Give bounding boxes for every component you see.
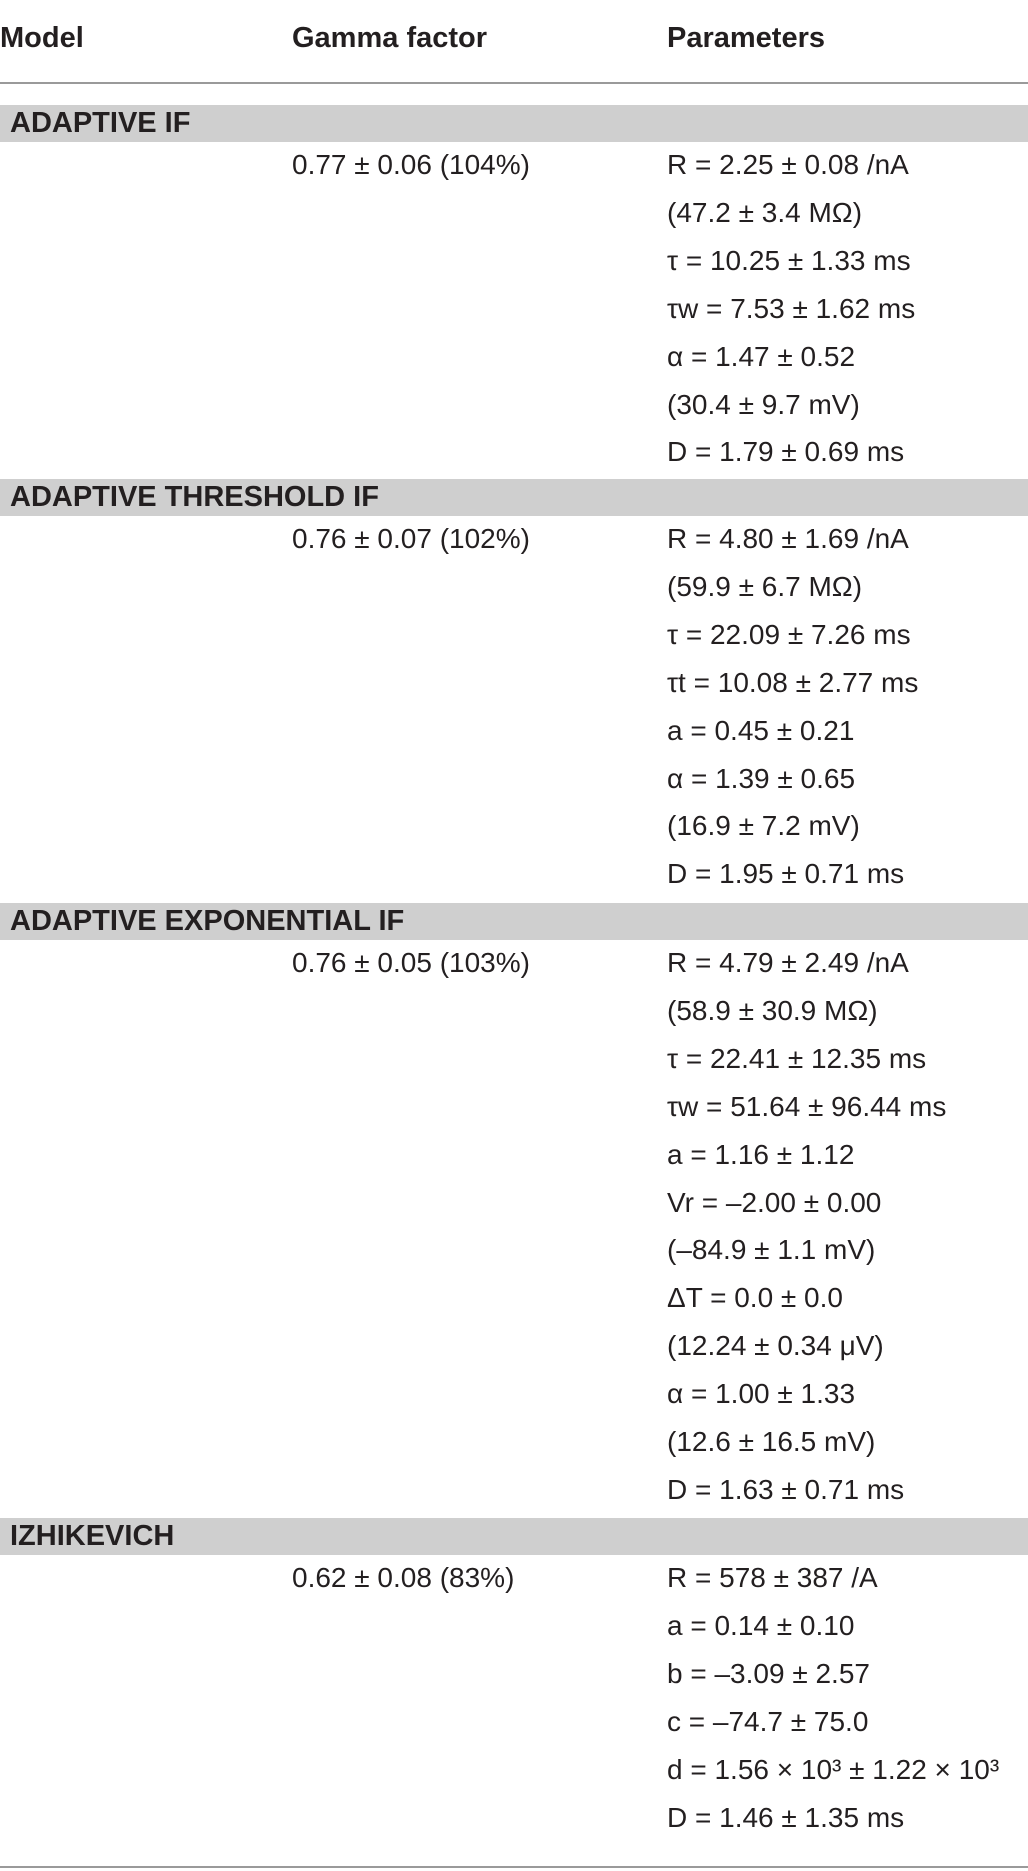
gamma-cell: 0.76 ± 0.07 (102%)	[292, 523, 530, 554]
gamma-cell: 0.62 ± 0.08 (83%)	[292, 1562, 515, 1593]
parameter-cell: a = 0.45 ± 0.21	[667, 714, 855, 746]
parameter-cell: c = –74.7 ± 75.0	[667, 1705, 869, 1737]
parameter-cell: τt = 10.08 ± 2.77 ms	[667, 666, 919, 698]
parameter-cell: α = 1.47 ± 0.52	[667, 340, 856, 372]
parameter-cell: D = 1.63 ± 0.71 ms	[667, 1473, 905, 1505]
parameter-cell: (59.9 ± 6.7 MΩ)	[667, 570, 863, 602]
group-band	[0, 479, 1028, 516]
header-parameters: Parameters	[667, 22, 825, 54]
bottom-rule	[0, 1866, 1028, 1868]
parameter-cell: (16.9 ± 7.2 mV)	[667, 810, 860, 842]
parameter-cell: D = 1.95 ± 0.71 ms	[667, 858, 905, 890]
parameter-cell: d = 1.56 × 10³ ± 1.22 × 10³	[667, 1753, 1000, 1785]
parameter-cell: τw = 51.64 ± 96.44 ms	[667, 1090, 947, 1122]
parameter-cell: τ = 10.25 ± 1.33 ms	[667, 244, 911, 276]
group-label: IZHIKEVICH	[10, 1520, 175, 1552]
gamma-cell: 0.77 ± 0.06 (104%)	[292, 149, 530, 180]
parameter-cell: b = –3.09 ± 2.57	[667, 1657, 870, 1689]
parameter-cell: R = 2.25 ± 0.08 /nA	[667, 149, 909, 180]
parameter-cell: ΔT = 0.0 ± 0.0	[667, 1282, 843, 1314]
parameter-cell: τ = 22.41 ± 12.35 ms	[667, 1042, 927, 1074]
header-model: Model	[0, 22, 84, 54]
parameter-cell: (–84.9 ± 1.1 mV)	[667, 1234, 876, 1266]
parameter-cell: (12.6 ± 16.5 mV)	[667, 1426, 876, 1457]
parameter-cell: α = 1.00 ± 1.33	[667, 1378, 856, 1410]
header-gamma-factor: Gamma factor	[292, 22, 488, 54]
parameter-cell: R = 4.79 ± 2.49 /nA	[667, 947, 909, 978]
group-band	[0, 903, 1028, 940]
group-label: ADAPTIVE THRESHOLD IF	[10, 481, 379, 513]
parameter-cell: (47.2 ± 3.4 MΩ)	[667, 196, 863, 228]
parameter-cell: a = 1.16 ± 1.12	[667, 1138, 855, 1170]
parameter-cell: α = 1.39 ± 0.65	[667, 762, 856, 794]
group-label: ADAPTIVE EXPONENTIAL IF	[10, 905, 405, 937]
parameter-cell: R = 4.80 ± 1.69 /nA	[667, 523, 909, 554]
group-band	[0, 105, 1028, 142]
group-label: ADAPTIVE IF	[10, 107, 191, 139]
parameter-cell: a = 0.14 ± 0.10	[667, 1609, 855, 1641]
group-band	[0, 1518, 1028, 1555]
parameter-cell: D = 1.79 ± 0.69 ms	[667, 436, 905, 468]
parameter-cell: τ = 22.09 ± 7.26 ms	[667, 618, 911, 650]
parameter-cell: R = 578 ± 387 /A	[667, 1562, 878, 1593]
parameter-cell: D = 1.46 ± 1.35 ms	[667, 1801, 905, 1833]
table-header	[0, 0, 1028, 84]
parameter-cell: (58.9 ± 30.9 MΩ)	[667, 994, 878, 1026]
parameter-cell: τw = 7.53 ± 1.62 ms	[667, 292, 916, 324]
parameter-cell: Vr = –2.00 ± 0.00	[667, 1186, 882, 1218]
parameter-cell: (12.24 ± 0.34 μV)	[667, 1330, 884, 1362]
parameter-cell: (30.4 ± 9.7 mV)	[667, 388, 860, 420]
gamma-cell: 0.76 ± 0.05 (103%)	[292, 947, 530, 978]
